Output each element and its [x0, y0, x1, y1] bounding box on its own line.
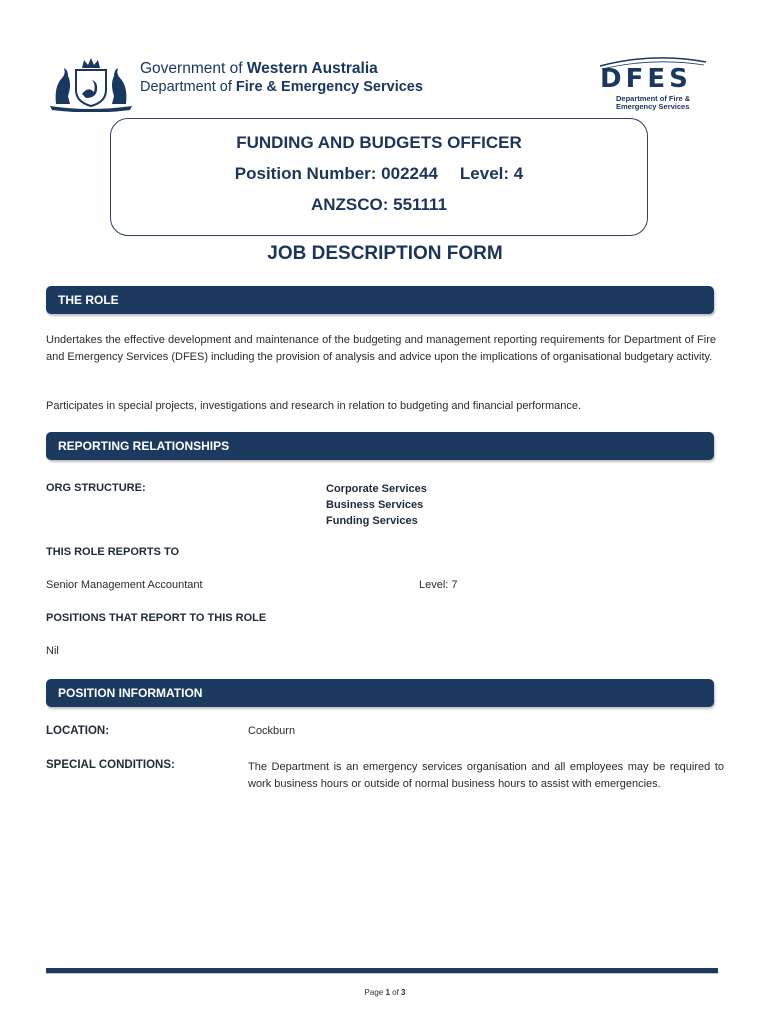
- section-heading: REPORTING RELATIONSHIPS: [58, 439, 230, 453]
- position-title: FUNDING AND BUDGETS OFFICER: [236, 133, 522, 152]
- footer-divider: [46, 968, 718, 974]
- position-title-box: [110, 118, 648, 236]
- section-reporting-relationships: [46, 432, 714, 460]
- org-unit: Funding Services: [326, 515, 418, 527]
- government-header: [140, 60, 423, 96]
- form-title: JOB DESCRIPTION FORM: [267, 243, 503, 264]
- reports-to-level: Level: 7: [419, 579, 458, 591]
- reports-to-title: Senior Management Accountant: [46, 579, 203, 591]
- reports-to-label: THIS ROLE REPORTS TO: [46, 546, 180, 558]
- section-position-information: [46, 679, 714, 707]
- anzsco-code: ANZSCO: 551111: [310, 195, 448, 214]
- special-conditions-label: SPECIAL CONDITIONS:: [46, 759, 175, 771]
- org-unit: Corporate Services: [326, 483, 427, 495]
- section-heading: POSITION INFORMATION: [58, 686, 203, 700]
- section-the-role: [46, 286, 714, 314]
- location-value: Cockburn: [248, 725, 296, 737]
- wa-crest-logo: [48, 56, 134, 112]
- section-heading: THE ROLE: [58, 293, 119, 307]
- government-name: Government of Western Australia: [140, 60, 378, 77]
- position-level: Level: 4: [459, 164, 524, 183]
- page-number: Page 1 of 3: [364, 988, 406, 997]
- role-paragraph-1: Undertakes the effective development and maintenance of the budgeting and management reporting requirements for Department of Fire and Emergency Services (DFES) including the provision of analysis and advice upon the implications of organisational budgetary activity.: [46, 334, 716, 363]
- department-name: Department of Fire & Emergency Services: [140, 79, 423, 95]
- special-conditions-value: The Department is an emergency services organisation and all employees may be required to work business hours or outside of normal business hours to assist with emergencies.: [248, 761, 724, 790]
- dfes-wordmark: DFES: [600, 64, 692, 94]
- org-structure-list: [326, 481, 427, 529]
- dfes-logo: [598, 56, 708, 114]
- position-number-row: [111, 164, 647, 184]
- position-number: Position Number: 002244: [234, 164, 438, 183]
- positions-report-value: Nil: [46, 645, 59, 657]
- org-unit: Business Services: [326, 499, 424, 511]
- dfes-subtitle: Department of Fire & Emergency Services: [616, 94, 691, 111]
- org-structure-label: ORG STRUCTURE:: [46, 482, 146, 494]
- location-label: LOCATION:: [46, 725, 110, 737]
- role-paragraph-2: Participates in special projects, investigations and research in relation to budgeting and financial performance.: [46, 400, 582, 412]
- positions-report-label: POSITIONS THAT REPORT TO THIS ROLE: [46, 612, 267, 624]
